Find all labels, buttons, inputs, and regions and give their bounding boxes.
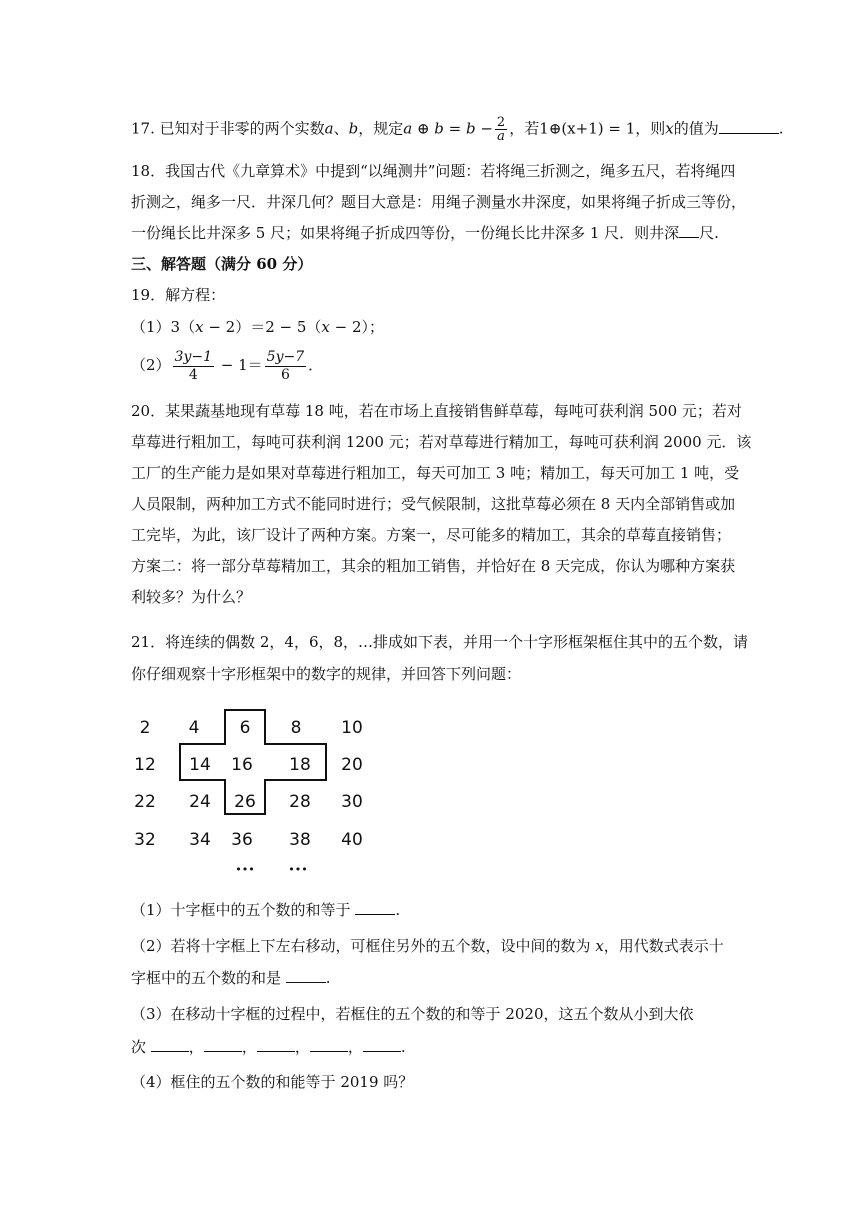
grid-cell: 10 bbox=[341, 718, 363, 738]
grid-cell: 28 bbox=[289, 792, 311, 812]
grid-cell: 38 bbox=[289, 830, 311, 850]
grid-cell: 20 bbox=[341, 755, 363, 775]
grid-cell: 6 bbox=[239, 718, 251, 738]
q21-line-1: 21．将连续的偶数 2，4，6，8，…排成如下表，并用一个十字形框架框住其中的五个数，请 bbox=[131, 633, 749, 651]
grid-cell: 40 bbox=[341, 830, 363, 850]
q18-line-3 bbox=[131, 223, 719, 243]
section-heading: 三、解答题（满分 60 分） bbox=[131, 255, 313, 273]
q19-p1-x2: x bbox=[321, 318, 330, 336]
q21-sub-2-line-2 bbox=[131, 968, 331, 988]
q20-line-3: 工厂的生产能力是如果对草莓进行粗加工，每天可加工 3 吨；精加工，每天可加工 1 吨，受 bbox=[131, 464, 740, 482]
q21-sub3-blank-3 bbox=[257, 1037, 295, 1052]
q21-sub2-line2-text: 字框中的五个数的和是 bbox=[131, 969, 282, 987]
q21-sub2-text-b: ，用代数式表示十 bbox=[603, 937, 724, 955]
q17-var-x: x bbox=[665, 119, 674, 138]
grid-cell: 2 bbox=[139, 718, 151, 738]
q18-line-2: 折测之，绳多一尺．井深几何？题目大意是：用绳子测量水井深度，如果将绳子折成三等份， bbox=[131, 193, 747, 211]
q20-line-2: 草莓进行粗加工，每吨可获利润 1200 元；若对草莓进行精加工，每吨可获利润 2000 元．该 bbox=[131, 433, 752, 451]
q21-sub-3-line-1: （3）在移动十字框的过程中，若框住的五个数的和等于 2020，这五个数从小到大依 bbox=[131, 1005, 694, 1023]
grid-cell: 30 bbox=[341, 792, 363, 812]
question-17 bbox=[131, 116, 784, 143]
grid-cell: 16 bbox=[231, 755, 253, 775]
q20-line-1: 20．某果蔬基地现有草莓 18 吨，若在市场上直接销售鲜草莓，每吨可获利润 500 元；若对 bbox=[131, 402, 742, 420]
grid-cell: 12 bbox=[134, 755, 156, 775]
q20-line-6: 方案二：将一部分草莓精加工，其余的粗加工销售，并恰好在 8 天完成，你认为哪种方案获 bbox=[131, 557, 736, 575]
q19-p1-a: （1）3（ bbox=[131, 318, 196, 336]
q19-p2-end: ． bbox=[308, 356, 324, 374]
q17-prefix: 17. 已知对于非零的两个实数 bbox=[131, 119, 325, 138]
q21-sub3-comma: ， bbox=[241, 1038, 257, 1056]
q19-p2-fraction-1 bbox=[173, 349, 214, 384]
q17-rule-text: ，规定 bbox=[358, 119, 404, 138]
q21-line-2: 你仔细观察十字形框架中的数字的规律，并回答下列问题： bbox=[131, 665, 522, 683]
q19-p2-den-2: 6 bbox=[280, 366, 290, 383]
even-number-table bbox=[130, 708, 370, 886]
q21-sub1-blank bbox=[355, 900, 395, 915]
q17-frac-num: 2 bbox=[496, 115, 506, 130]
q21-sub3-blank-2 bbox=[204, 1037, 242, 1052]
q21-sub-4: （4）框住的五个数的和能等于 2019 吗？ bbox=[131, 1073, 414, 1091]
grid-cell: 4 bbox=[188, 718, 200, 738]
q21-sub-3-line-2 bbox=[131, 1037, 406, 1057]
q20-line-5: 工完毕，为此，该厂设计了两种方案。方案一，尽可能多的精加工，其余的草莓直接销售； bbox=[131, 526, 732, 544]
q19-part-2 bbox=[131, 345, 323, 385]
q21-sub3-line2-text: 次 bbox=[131, 1038, 147, 1056]
q19-part-1 bbox=[131, 317, 384, 337]
grid-cell: 14 bbox=[189, 755, 211, 775]
q21-sub2-text-a: （2）若将十字框上下左右移动，可框住另外的五个数，设中间的数为 bbox=[131, 937, 596, 955]
q19-p2-num-2: 5y−7 bbox=[266, 348, 305, 365]
q19-p2-mid: − 1＝ bbox=[216, 356, 263, 374]
q19-p1-c: − 2）； bbox=[329, 318, 385, 336]
grid-cell: 24 bbox=[189, 792, 211, 812]
q17-sep: 、 bbox=[333, 119, 349, 138]
q17-ask-tail: 的值为 bbox=[673, 119, 719, 138]
q19-p2-fraction-2 bbox=[265, 349, 306, 384]
q17-answer-blank bbox=[719, 119, 779, 134]
q17-end: . bbox=[778, 119, 784, 138]
q21-sub3-comma: ， bbox=[188, 1038, 204, 1056]
q17-var-b: b bbox=[348, 119, 359, 138]
q21-sub3-blank-5 bbox=[363, 1037, 401, 1052]
q19-p2-num-1: 3y−1 bbox=[174, 348, 213, 365]
q19-p1-x1: x bbox=[195, 318, 204, 336]
q17-var-a: a bbox=[324, 119, 334, 138]
q19-p2-den-1: 4 bbox=[188, 366, 198, 383]
q21-sub3-blank-1 bbox=[151, 1037, 189, 1052]
q17-cond-expr: 1⊕(x+1) = 1 bbox=[539, 119, 636, 138]
grid-cell: 18 bbox=[289, 755, 311, 775]
grid-cell: 26 bbox=[234, 792, 256, 812]
q18-line-3-end: 尺. bbox=[699, 224, 719, 242]
q21-sub-2-line-1 bbox=[131, 936, 724, 956]
q21-sub3-comma: ， bbox=[347, 1038, 363, 1056]
grid-cell: 8 bbox=[290, 718, 302, 738]
q21-sub3-comma: ， bbox=[294, 1038, 310, 1056]
q19-p2-label: （2） bbox=[131, 356, 171, 374]
q17-ask-text: ，则 bbox=[635, 119, 666, 138]
q17-cond-text: ，若 bbox=[509, 119, 540, 138]
q17-frac-den: a bbox=[497, 129, 505, 144]
q21-sub1-text: （1）十字框中的五个数的和等于 bbox=[131, 901, 351, 919]
q21-sub3-blank-4 bbox=[310, 1037, 348, 1052]
q20-line-7: 利较多？为什么？ bbox=[131, 588, 252, 606]
ellipsis-mark: ••• bbox=[288, 863, 308, 876]
q17-fraction bbox=[495, 116, 507, 143]
q18-line-3-text: 一份绳长比井深多 5 尺；如果将绳子折成四等份，一份绳长比井深多 1 尺．则井深 bbox=[131, 224, 680, 242]
q17-op-lhs: a ⊕ b = b − bbox=[403, 119, 493, 138]
q19-title: 19．解方程： bbox=[131, 286, 226, 304]
grid-cell: 32 bbox=[134, 830, 156, 850]
q21-sub3-end: . bbox=[400, 1038, 406, 1056]
q21-sub2-end: . bbox=[325, 969, 331, 987]
q21-sub-1 bbox=[131, 900, 400, 920]
q18-line-1: 18．我国古代《九章算术》中提到“以绳测井”问题：若将绳三折测之，绳多五尺，若将绳四 bbox=[131, 162, 736, 180]
q21-sub2-var-x: x bbox=[595, 937, 604, 955]
ellipsis-mark: ••• bbox=[235, 863, 255, 876]
grid-cell: 22 bbox=[134, 792, 156, 812]
q20-line-4: 人员限制，两种加工方式不能同时进行；受气候限制，这批草莓必须在 8 天内全部销售或加 bbox=[131, 495, 736, 513]
grid-cell: 34 bbox=[189, 830, 211, 850]
q21-sub2-blank bbox=[286, 968, 326, 983]
q21-sub1-end: . bbox=[395, 901, 401, 919]
q18-answer-blank bbox=[679, 223, 699, 238]
grid-cell: 36 bbox=[231, 830, 253, 850]
q19-p1-b: − 2）＝2 − 5（ bbox=[203, 318, 322, 336]
